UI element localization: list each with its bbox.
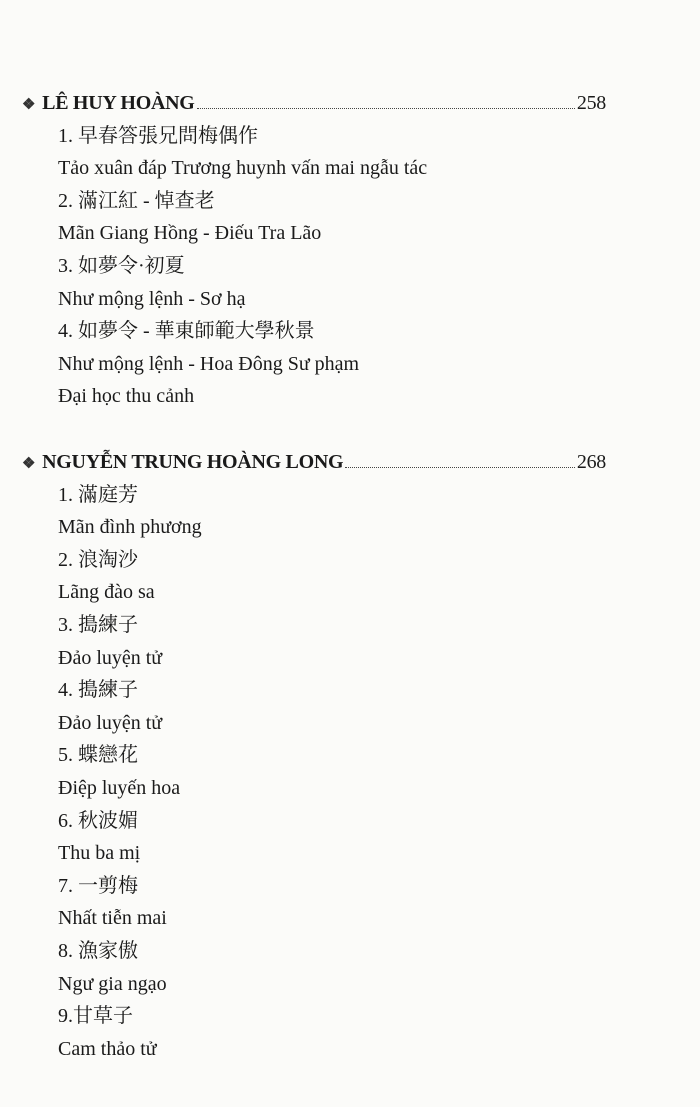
toc-entry[interactable]: Ngư gia ngạo (58, 972, 167, 995)
page-number: 268 (576, 451, 606, 473)
toc-entry[interactable]: 2. 滿江紅 - 悼查老 (58, 189, 215, 212)
toc-entry[interactable]: Đảo luyện tử (58, 711, 163, 734)
author-name: NGUYỄN TRUNG HOÀNG LONG (42, 451, 344, 473)
diamond-bullet-icon: ❖ (22, 456, 36, 472)
dot-leader (345, 467, 575, 468)
toc-entry[interactable]: 4. 搗練子 (58, 679, 138, 702)
toc-entry-list (0, 479, 700, 1066)
toc-entry[interactable]: 6. 秋波媚 (58, 809, 138, 832)
toc-entry[interactable]: 1. 早春答張兄問梅偶作 (58, 124, 258, 147)
toc-entry[interactable]: Đảo luyện tử (58, 646, 163, 669)
toc-entry[interactable]: 8. 漁家傲 (58, 939, 138, 962)
toc-entry[interactable]: 2. 浪淘沙 (58, 548, 138, 571)
author-name: LÊ HUY HOÀNG (42, 92, 195, 114)
toc-entry[interactable]: 3. 如夢令·初夏 (58, 254, 185, 277)
toc-entry[interactable]: Như mộng lệnh - Sơ hạ (58, 287, 246, 310)
toc-section-nguyen-trung-hoang-long (0, 446, 700, 1065)
toc-heading[interactable] (0, 446, 606, 479)
toc-entry[interactable]: 7. 一剪梅 (58, 874, 138, 897)
toc-entry[interactable]: Cam thảo tử (58, 1037, 157, 1060)
toc-entry[interactable]: Điệp luyến hoa (58, 776, 181, 799)
dot-leader (197, 108, 575, 109)
toc-entry[interactable]: 9.甘草子 (58, 1005, 133, 1028)
toc-entry[interactable]: Thu ba mị (58, 842, 141, 865)
toc-entry[interactable]: Đại học thu cảnh (58, 385, 195, 408)
toc-entry[interactable]: 1. 滿庭芳 (58, 483, 138, 506)
toc-entry[interactable]: Lãng đào sa (58, 581, 155, 604)
diamond-bullet-icon: ❖ (22, 97, 36, 113)
toc-entry[interactable]: 4. 如夢令 - 華東師範大學秋景 (58, 320, 315, 343)
toc-entry[interactable]: Như mộng lệnh - Hoa Đông Sư phạm (58, 352, 360, 375)
toc-entry[interactable]: 3. 搗練子 (58, 613, 138, 636)
toc-entry[interactable]: Tảo xuân đáp Trương huynh vấn mai ngẫu tác (58, 157, 428, 180)
toc-heading[interactable] (0, 87, 606, 120)
toc-entry[interactable]: 5. 蝶戀花 (58, 744, 138, 767)
toc-entry-list (0, 120, 700, 413)
page-number: 258 (576, 92, 606, 114)
toc-entry[interactable]: Nhất tiễn mai (58, 907, 167, 930)
toc-section-le-huy-hoang (0, 87, 700, 413)
toc-entry[interactable]: Mãn đình phương (58, 516, 202, 539)
toc-entry[interactable]: Mãn Giang Hồng - Điếu Tra Lão (58, 222, 322, 245)
